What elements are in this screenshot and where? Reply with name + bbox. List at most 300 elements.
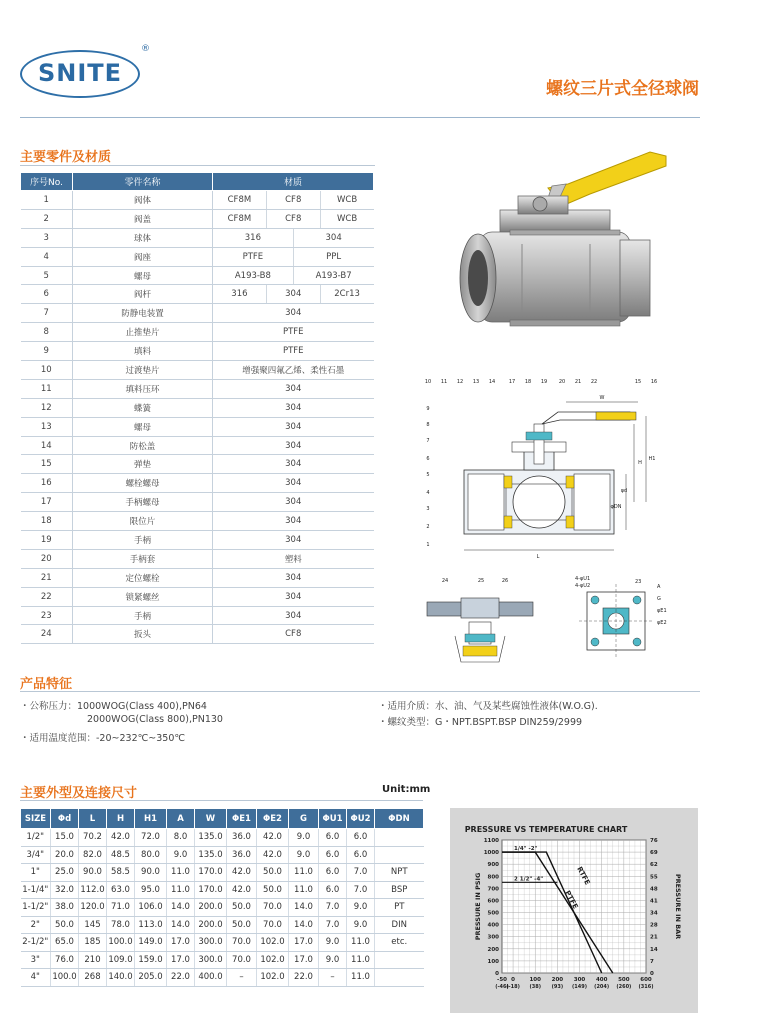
y-tick-label: 200 [487, 946, 499, 953]
parts-row [21, 398, 374, 417]
y-axis-label: PRESSURE IN PSIG [474, 872, 482, 941]
part-material: 304 [213, 531, 374, 550]
part-name: 蝶簧 [73, 398, 213, 417]
dim-col-header: W [195, 809, 227, 829]
dim-cell: 1" [21, 864, 51, 882]
dim-cell: 42.0 [107, 829, 135, 847]
dim-cell: 50.0 [257, 864, 289, 882]
dim-cell: 170.0 [195, 864, 227, 882]
dimensions-row [21, 829, 424, 847]
part-material: 304 [213, 455, 374, 474]
y-tick-label-right: 55 [650, 874, 658, 881]
material-value: 316 [231, 289, 248, 300]
dim-cell: 200.0 [195, 916, 227, 934]
part-material: 304 [213, 398, 374, 417]
part-no: 1 [21, 191, 73, 210]
detail-callout: 25 [477, 578, 485, 584]
dim-col-header: ΦU2 [347, 809, 375, 829]
part-no: 21 [21, 568, 73, 587]
dimensions-row [21, 846, 424, 864]
dim-col-header: G [289, 809, 319, 829]
parts-row [21, 587, 374, 606]
material-value: PPL [293, 248, 374, 266]
material-value: 304 [266, 285, 320, 303]
drawing-callout: 11 [440, 379, 448, 385]
thread-standard: BSP [375, 881, 424, 899]
dim-cell: 1-1/2" [21, 899, 51, 917]
parts-row [21, 247, 374, 266]
dim-cell: 185 [79, 934, 107, 952]
drawing-callout: 7 [426, 438, 430, 444]
material-value: A193-B7 [293, 267, 374, 285]
part-no: 24 [21, 625, 73, 644]
dim-cell: 102.0 [257, 951, 289, 969]
part-no: 13 [21, 417, 73, 436]
x-tick-sublabel: (204) [594, 984, 610, 990]
dimensions-row [21, 951, 424, 969]
part-no: 18 [21, 512, 73, 531]
parts-row [21, 285, 374, 304]
features-section-title: 产品特征 [20, 677, 73, 692]
y-tick-label-right: 28 [650, 922, 658, 929]
drawing-callout: 9 [426, 406, 430, 412]
chart-title: PRESSURE VS TEMPERATURE CHART [464, 825, 628, 834]
parts-table [20, 172, 374, 644]
part-no: 3 [21, 228, 73, 247]
material-cells [213, 229, 374, 247]
part-material [213, 247, 374, 266]
material-value: A193-B8 [234, 270, 271, 281]
dim-cell: 6.0 [319, 829, 347, 847]
y-tick-label: 700 [487, 886, 499, 893]
dim-cell: – [319, 969, 347, 987]
part-no: 17 [21, 493, 73, 512]
material-value: CF8M [227, 194, 252, 205]
drawing-callout: 10 [424, 379, 432, 385]
drawing-callout: 18 [524, 379, 532, 385]
parts-row [21, 379, 374, 398]
part-material: 304 [213, 568, 374, 587]
dim-cell: 200.0 [195, 899, 227, 917]
dim-cell: 65.0 [51, 934, 79, 952]
part-no: 8 [21, 323, 73, 342]
part-name: 手柄 [73, 606, 213, 625]
dim-col-header: ΦDN [375, 809, 424, 829]
dim-cell: 7.0 [347, 864, 375, 882]
dim-cell: 170.0 [195, 881, 227, 899]
dim-cell: 9.0 [167, 846, 195, 864]
dimensions-row [21, 899, 424, 917]
dimensions-row [21, 934, 424, 952]
dim-cell: 2-1/2" [21, 934, 51, 952]
parts-row [21, 361, 374, 380]
part-no: 15 [21, 455, 73, 474]
parts-row [21, 342, 374, 361]
material-cells [213, 248, 374, 266]
dim-cell: – [227, 969, 257, 987]
dim-cell: 22.0 [167, 969, 195, 987]
dim-cell: 2" [21, 916, 51, 934]
x-tick-label: 200 [551, 977, 564, 983]
detail-callout: 26 [501, 578, 509, 584]
dimension-label: H1 [648, 456, 656, 462]
material-value: PTFE [242, 251, 264, 262]
dim-cell: 20.0 [51, 846, 79, 864]
parts-row [21, 493, 374, 512]
size-range-label: 2 1/2" -4" [514, 876, 544, 883]
series-label: PTFE [563, 889, 580, 911]
thread-standard [375, 969, 424, 987]
dim-cell: 90.0 [79, 864, 107, 882]
part-name: 手柄螺母 [73, 493, 213, 512]
x-tick-label: 100 [529, 977, 541, 983]
parts-row [21, 512, 374, 531]
dim-cell: 42.0 [257, 829, 289, 847]
x-tick-sublabel: (316) [638, 984, 654, 990]
valve-photo [440, 148, 690, 353]
x-tick-label: 500 [618, 977, 630, 983]
parts-row [21, 625, 374, 644]
thread-standard [375, 829, 424, 847]
dim-cell: 78.0 [107, 916, 135, 934]
flange-label: 4-φU1 [575, 576, 591, 582]
material-value: WCB [320, 191, 374, 209]
drawing-callout: 22 [590, 379, 598, 385]
flange-label: φE1 [657, 608, 667, 614]
dim-cell: 11.0 [347, 934, 375, 952]
part-name: 螺母 [73, 266, 213, 285]
part-name: 锁紧螺丝 [73, 587, 213, 606]
thread-standard: etc. [375, 934, 424, 952]
dim-cell: 72.0 [135, 829, 167, 847]
part-material: 304 [213, 474, 374, 493]
dim-cell: 8.0 [167, 829, 195, 847]
parts-row [21, 568, 374, 587]
part-name: 止推垫片 [73, 323, 213, 342]
part-material: PTFE [213, 342, 374, 361]
thread-standard: PT [375, 899, 424, 917]
dim-cell: 11.0 [347, 951, 375, 969]
part-material: 304 [213, 436, 374, 455]
parts-row [21, 455, 374, 474]
dim-cell: 7.0 [319, 899, 347, 917]
part-material: PTFE [213, 323, 374, 342]
feature-pressure-1: ・公称压力：1000WOG(Class 400),PN64 [20, 701, 207, 712]
dim-cell: 36.0 [227, 846, 257, 864]
y-tick-label-right: 14 [650, 946, 658, 953]
dim-cell: 9.0 [289, 829, 319, 847]
dim-cell: 135.0 [195, 829, 227, 847]
material-value: 2Cr13 [320, 285, 374, 303]
dim-cell: 14.0 [167, 899, 195, 917]
dim-cell: 50.0 [257, 881, 289, 899]
drawing-callout: 15 [634, 379, 642, 385]
dim-cell: 22.0 [289, 969, 319, 987]
material-value: 316 [244, 232, 261, 243]
dim-col-header: Φd [51, 809, 79, 829]
part-no: 9 [21, 342, 73, 361]
dim-cell: 90.0 [135, 864, 167, 882]
part-material: 304 [213, 493, 374, 512]
registered-mark: ® [141, 44, 150, 54]
x-tick-label: 300 [573, 977, 586, 983]
drawing-callout: 17 [508, 379, 516, 385]
part-name: 防松盖 [73, 436, 213, 455]
flange-drawing [565, 574, 675, 666]
dimension-label: φDN [610, 504, 622, 510]
part-material: 增强聚四氟乙烯、柔性石墨 [213, 361, 374, 380]
parts-row [21, 209, 374, 228]
x-tick-label: 0 [511, 977, 515, 983]
part-no: 23 [21, 606, 73, 625]
dim-cell: 100.0 [107, 934, 135, 952]
dim-cell: 3/4" [21, 846, 51, 864]
drawing-callout: 6 [426, 456, 430, 462]
y-tick-label-right: 48 [650, 886, 658, 893]
part-name: 过渡垫片 [73, 361, 213, 380]
parts-row [21, 417, 374, 436]
part-no: 20 [21, 549, 73, 568]
drawing-callout: 5 [426, 472, 430, 478]
dim-cell: 32.0 [51, 881, 79, 899]
x-tick-label: 600 [640, 977, 652, 983]
parts-section-title: 主要零件及材质 [20, 150, 112, 165]
dim-cell: 50.0 [227, 899, 257, 917]
dim-cell: 120.0 [79, 899, 107, 917]
y-tick-label-right: 62 [650, 862, 658, 869]
dim-col-header: A [167, 809, 195, 829]
part-no: 10 [21, 361, 73, 380]
parts-row [21, 606, 374, 625]
y-tick-label: 0 [495, 971, 499, 977]
flange-label: G [657, 596, 661, 602]
y-tick-label: 1100 [483, 838, 499, 844]
dim-cell: 38.0 [51, 899, 79, 917]
part-material [213, 191, 374, 210]
dim-cell: 17.0 [289, 934, 319, 952]
y-axis-label-right: PRESSURE IN BAR [674, 873, 682, 940]
y-tick-label-right: 0 [650, 971, 654, 977]
dim-cell: 11.0 [167, 881, 195, 899]
part-name: 手柄套 [73, 549, 213, 568]
dim-cell: 80.0 [135, 846, 167, 864]
thread-standard: DIN [375, 916, 424, 934]
part-no: 22 [21, 587, 73, 606]
dim-cell: 63.0 [107, 881, 135, 899]
brand-name: SNITE [37, 59, 123, 87]
dim-cell: 300.0 [195, 951, 227, 969]
dim-cell: 11.0 [289, 881, 319, 899]
parts-row [21, 323, 374, 342]
dim-cell: 9.0 [347, 916, 375, 934]
x-tick-label: -50 [497, 977, 507, 983]
part-material: 304 [213, 304, 374, 323]
feature-thread: ・螺纹类型：G・NPT.BSPT.BSP DIN259/2999 [378, 717, 583, 728]
drawing-callout: 19 [540, 379, 548, 385]
dim-col-header: H1 [135, 809, 167, 829]
x-tick-sublabel: (260) [616, 984, 632, 990]
dim-col-header: L [79, 809, 107, 829]
x-tick-label: 400 [595, 977, 608, 983]
parts-header-row [21, 173, 374, 191]
part-name: 扳头 [73, 625, 213, 644]
flange-label: A [657, 584, 661, 590]
y-tick-label-right: 21 [650, 934, 658, 941]
section-drawing [420, 372, 700, 567]
dimension-label: H [638, 460, 642, 466]
dim-cell: 210 [79, 951, 107, 969]
part-no: 16 [21, 474, 73, 493]
part-material: 304 [213, 512, 374, 531]
y-tick-label-right: 34 [650, 910, 658, 917]
features-section-rule [20, 691, 700, 692]
detail-callout: 24 [441, 578, 449, 584]
dim-col-header: H [107, 809, 135, 829]
dim-cell: 7.0 [319, 916, 347, 934]
x-tick-sublabel: (-18) [506, 984, 520, 990]
x-tick-sublabel: (149) [572, 984, 588, 990]
part-name: 阀杆 [73, 285, 213, 304]
part-material [213, 285, 374, 304]
dimensions-row [21, 916, 424, 934]
dim-cell: 7.0 [347, 881, 375, 899]
dim-col-header: ΦE2 [257, 809, 289, 829]
flange-label: 4-φU2 [575, 583, 591, 589]
y-tick-label: 1000 [483, 850, 499, 857]
dim-cell: 9.0 [347, 899, 375, 917]
x-tick-sublabel: (38) [529, 984, 541, 990]
part-no: 11 [21, 379, 73, 398]
part-no: 6 [21, 285, 73, 304]
flange-label: φE2 [657, 620, 667, 626]
y-tick-label-right: 69 [650, 850, 658, 857]
material-cells [213, 285, 374, 303]
col-no: 序号No. [21, 173, 73, 191]
detail-drawing [425, 574, 535, 666]
dim-cell: 205.0 [135, 969, 167, 987]
drawing-callout: 13 [472, 379, 480, 385]
material-cells [213, 191, 374, 209]
dim-cell: 6.0 [347, 846, 375, 864]
dim-cell: 25.0 [51, 864, 79, 882]
y-tick-label: 400 [487, 922, 499, 929]
dim-cell: 50.0 [51, 916, 79, 934]
dim-cell: 11.0 [167, 864, 195, 882]
drawing-callout: 1 [426, 542, 430, 548]
x-tick-sublabel: (93) [551, 984, 564, 990]
parts-row [21, 531, 374, 550]
dim-cell: 50.0 [227, 916, 257, 934]
dimensions-table [20, 808, 424, 987]
parts-row [21, 474, 374, 493]
dim-cell: 82.0 [79, 846, 107, 864]
feature-pressure-2: 2000WOG(Class 800),PN130 [87, 714, 223, 725]
part-material: 304 [213, 417, 374, 436]
dim-cell: 36.0 [227, 829, 257, 847]
dim-cell: 14.0 [289, 899, 319, 917]
part-name: 球体 [73, 228, 213, 247]
dim-cell: 4" [21, 969, 51, 987]
dim-cell: 3" [21, 951, 51, 969]
thread-standard [375, 846, 424, 864]
parts-row [21, 549, 374, 568]
part-no: 7 [21, 304, 73, 323]
dimensions-header-row [21, 809, 424, 829]
dimensions-row [21, 881, 424, 899]
size-range-label: 1/4" -2" [514, 846, 538, 853]
part-no: 14 [21, 436, 73, 455]
dim-cell: 17.0 [167, 951, 195, 969]
dim-cell: 1/2" [21, 829, 51, 847]
dimension-label: L [536, 554, 540, 560]
material-cells [213, 210, 374, 228]
dim-cell: 58.5 [107, 864, 135, 882]
dim-cell: 11.0 [289, 864, 319, 882]
y-tick-label: 300 [487, 934, 499, 941]
y-tick-label: 600 [487, 898, 499, 905]
col-name: 零件名称 [73, 173, 213, 191]
dim-cell: 14.0 [289, 916, 319, 934]
dimension-label: φd [620, 488, 628, 494]
dim-cell: 135.0 [195, 846, 227, 864]
y-tick-label: 800 [487, 874, 499, 881]
dim-col-header: SIZE [21, 809, 51, 829]
dim-cell: 102.0 [257, 934, 289, 952]
dim-cell: 9.0 [319, 951, 347, 969]
part-name: 阀盖 [73, 209, 213, 228]
drawing-callout: 20 [558, 379, 566, 385]
dim-cell: 159.0 [135, 951, 167, 969]
part-name: 填料 [73, 342, 213, 361]
feature-media: ・适用介质：水、油、气及某些腐蚀性液体(W.O.G). [378, 701, 598, 712]
part-material: 304 [213, 379, 374, 398]
thread-standard [375, 951, 424, 969]
dim-cell: 268 [79, 969, 107, 987]
part-material [213, 228, 374, 247]
dim-cell: 95.0 [135, 881, 167, 899]
part-name: 阀体 [73, 191, 213, 210]
dimension-label: W [599, 395, 605, 401]
unit-label: Unit:mm [382, 784, 431, 795]
dim-cell: 1-1/4" [21, 881, 51, 899]
dim-cell: 76.0 [51, 951, 79, 969]
material-value: WCB [320, 210, 374, 228]
y-tick-label: 500 [487, 910, 499, 917]
part-no: 12 [21, 398, 73, 417]
part-no: 19 [21, 531, 73, 550]
material-value: CF8M [227, 213, 252, 224]
y-tick-label-right: 76 [650, 838, 658, 844]
dim-cell: 109.0 [107, 951, 135, 969]
drawing-callout: 12 [456, 379, 464, 385]
dim-cell: 14.0 [167, 916, 195, 934]
dim-cell: 48.5 [107, 846, 135, 864]
dim-cell: 42.0 [257, 846, 289, 864]
part-name: 阀座 [73, 247, 213, 266]
y-tick-label: 100 [487, 958, 499, 965]
col-material: 材质 [213, 173, 374, 191]
dim-cell: 9.0 [319, 934, 347, 952]
dim-cell: 70.0 [257, 899, 289, 917]
drawing-callout: 14 [488, 379, 496, 385]
flange-label: 23 [635, 579, 642, 585]
material-value: CF8 [266, 210, 320, 228]
part-name: 填料压环 [73, 379, 213, 398]
dim-cell: 15.0 [51, 829, 79, 847]
dim-cell: 300.0 [195, 934, 227, 952]
dim-cell: 112.0 [79, 881, 107, 899]
part-material: CF8 [213, 625, 374, 644]
